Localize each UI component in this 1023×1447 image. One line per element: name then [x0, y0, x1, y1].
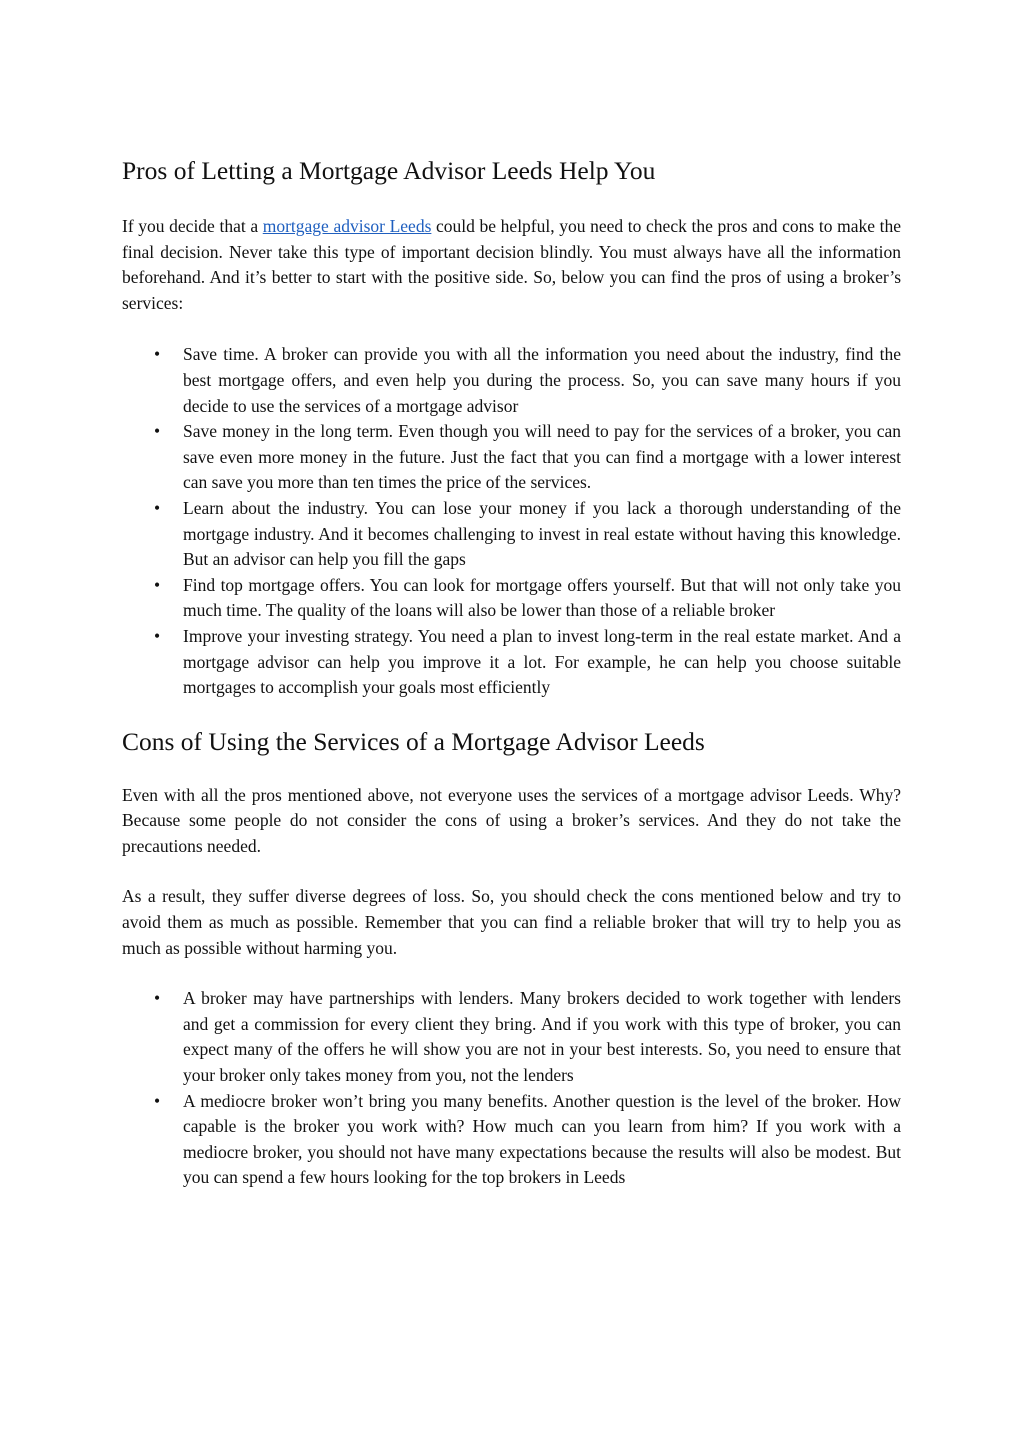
list-item-text: Save time. A broker can provide you with all the information you need about the industry, find the best mortgage offers, and even help you during the process. So, you can save many hours if you decide to use the services of a mortgage advisor: [183, 344, 901, 416]
bullet-icon: •: [154, 988, 161, 1009]
bullet-icon: •: [154, 574, 161, 595]
pros-heading: Pros of Letting a Mortgage Advisor Leeds Help You: [122, 156, 656, 185]
list-item: [122, 986, 901, 1088]
bullet-icon: •: [154, 497, 161, 518]
list-item: [122, 342, 901, 419]
intro-text-before-link: If you decide that a: [122, 216, 263, 236]
list-item: [122, 496, 901, 573]
cons-intro-paragraph: Even with all the pros mentioned above, not everyone uses the services of a mortgage advisor Leeds. Why? Because some people do not consider the cons of using a broker’s services. And they do not take the precautions needed.: [122, 784, 901, 856]
list-item-text: A mediocre broker won’t bring you many benefits. Another question is the level of the broker. How capable is the broker you work with? How much can you learn from him? If you work with a mediocre broker, you should not have many expectations because the results will also be modest. But you can spend a few hours looking for the top brokers in Leeds: [183, 1090, 901, 1188]
list-item: [122, 1089, 901, 1191]
intro-paragraph: [122, 214, 901, 316]
bullet-icon: •: [154, 344, 161, 365]
list-item-text: Save money in the long term. Even though you will need to pay for the services of a broker, you can save even more money in the future. Just the fact that you can find a mortgage with a lower interest can save you more than ten times the price of the services.: [183, 421, 901, 493]
cons-list: [122, 986, 901, 1191]
list-item: [122, 419, 901, 496]
list-item: [122, 573, 901, 624]
mortgage-advisor-leeds-link[interactable]: mortgage advisor Leeds: [262, 216, 432, 236]
bullet-icon: •: [154, 625, 161, 646]
bullet-icon: •: [154, 1090, 161, 1111]
cons-heading: Cons of Using the Services of a Mortgage Advisor Leeds: [122, 726, 705, 756]
list-item-text: Find top mortgage offers. You can look for mortgage offers yourself. But that will not only take you much time. The quality of the loans will also be lower than those of a reliable broker: [183, 574, 901, 621]
pros-list: [122, 342, 901, 700]
document-page: [122, 150, 901, 1191]
list-item-text: Learn about the industry. You can lose your money if you lack a thorough understanding of the mortgage industry. And it becomes challenging to invest in real estate without having this knowledge. But an advisor can help you fill the gaps: [183, 497, 901, 570]
cons-followup-paragraph: As a result, they suffer diverse degrees of loss. So, you should check the cons mentioned below and try to avoid them as much as possible. Remember that you can find a reliable broker that will try to help you as much as possible without harming you.: [122, 886, 901, 958]
list-item: [122, 624, 901, 701]
intro-text-after-link: could be helpful, you need to check the pros and cons to make the final decision. Never take this type of important decision blindly. You must always have all the information beforehand. And it’s better to start with the positive side. So, below you can find the pros of using a broker’s services:: [122, 216, 902, 313]
list-item-text: A broker may have partnerships with lenders. Many brokers decided to work together with lenders and get a commission for every client they bring. And if you work with this type of broker, you can expect many of the offers he will show you are not in your best interests. So, you need to ensure that your broker only takes money from you, not the lenders: [183, 988, 901, 1086]
list-item-text: Improve your investing strategy. You need a plan to invest long-term in the real estate market. And a mortgage advisor can help you improve it a lot. For example, he can help you choose suitable mortgages to accomplish your goals most efficiently: [183, 625, 901, 698]
bullet-icon: •: [154, 421, 161, 442]
